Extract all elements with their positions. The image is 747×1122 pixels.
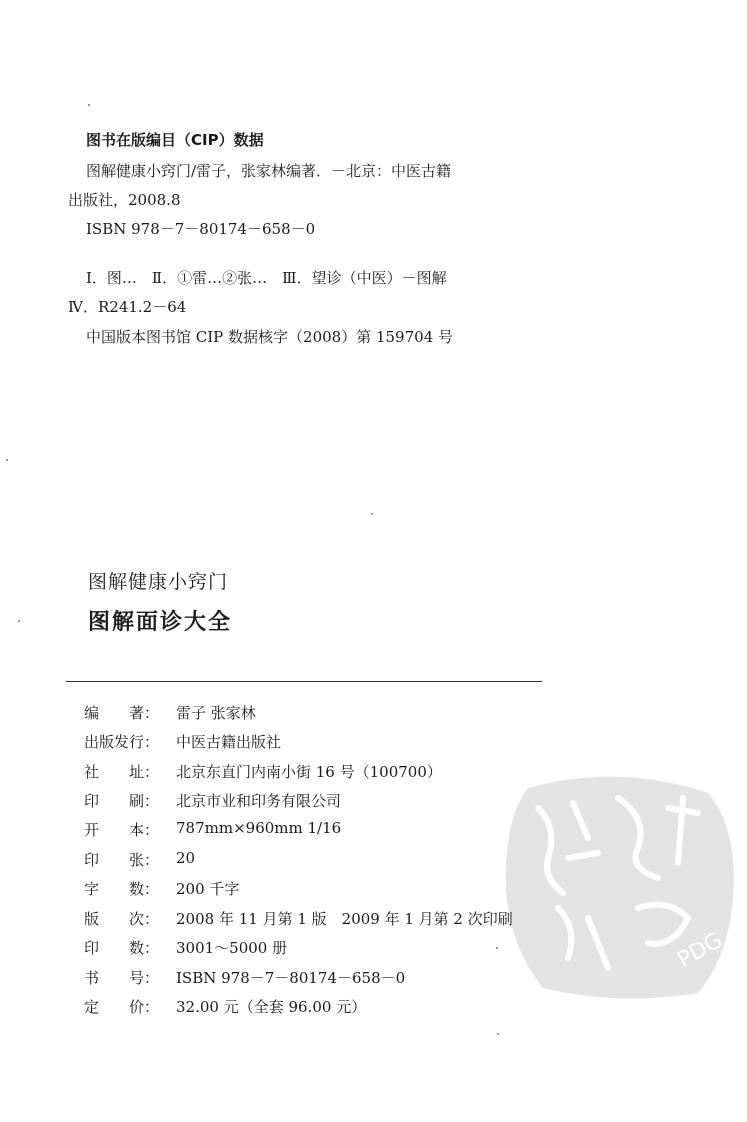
- scan-speck: [6, 459, 8, 461]
- scan-speck: [371, 513, 373, 515]
- info-value: 3001～5000 册: [176, 939, 288, 957]
- cip-record-number: 中国版本图书馆 CIP 数据核字（2008）第 159704 号: [86, 328, 454, 346]
- book-title: 图解面诊大全: [88, 610, 233, 635]
- info-label: 社 址：: [84, 763, 160, 781]
- info-value: 20: [176, 849, 196, 867]
- series-title: 图解健康小窍门: [88, 571, 229, 593]
- info-value: 200 千字: [176, 880, 240, 898]
- info-label: 印 刷：: [84, 792, 160, 810]
- divider-rule: [66, 681, 542, 682]
- cip-entry-line: 图解健康小窍门/雷子，张家林编著．－北京：中医古籍: [86, 162, 452, 180]
- info-value: 北京东直门内南小街 16 号（100700）: [176, 763, 442, 781]
- scan-speck: [497, 1033, 499, 1035]
- info-value: ISBN 978－7－80174－658－0: [176, 969, 406, 987]
- info-value: 2008 年 11 月第 1 版 2009 年 1 月第 2 次印刷: [176, 910, 513, 928]
- seal-watermark-icon: [498, 768, 743, 1003]
- info-value: 中医古籍出版社: [176, 733, 282, 751]
- info-label: 印 张：: [84, 851, 160, 869]
- info-label: 版 次：: [84, 910, 160, 928]
- info-label: 定 价：: [84, 998, 160, 1016]
- watermark-text: PDG: [673, 927, 727, 974]
- info-value: 雷子 张家林: [176, 704, 256, 722]
- cip-classification: Ⅰ．图… Ⅱ．①雷…②张… Ⅲ．望诊（中医）－图解: [86, 269, 447, 287]
- info-label: 书 号：: [84, 969, 160, 987]
- scan-speck: [18, 620, 20, 622]
- info-label: 字 数：: [84, 880, 160, 898]
- info-label: 开 本：: [84, 821, 160, 839]
- info-value: 787mm×960mm 1/16: [176, 819, 342, 837]
- info-value: 32.00 元（全套 96.00 元）: [176, 998, 367, 1016]
- info-value: 北京市业和印务有限公司: [176, 792, 342, 810]
- info-label: 出版发行：: [84, 733, 160, 751]
- cip-isbn: ISBN 978－7－80174－658－0: [86, 220, 316, 238]
- cip-title: 图书在版编目（CIP）数据: [86, 131, 264, 149]
- scan-speck: [496, 947, 498, 949]
- scan-speck: [88, 104, 90, 106]
- info-label: 编 著：: [84, 704, 160, 722]
- cip-publisher-line: 出版社，2008.8: [68, 191, 181, 209]
- info-label: 印 数：: [84, 939, 160, 957]
- cip-classification-code: Ⅳ．R241.2－64: [68, 298, 187, 316]
